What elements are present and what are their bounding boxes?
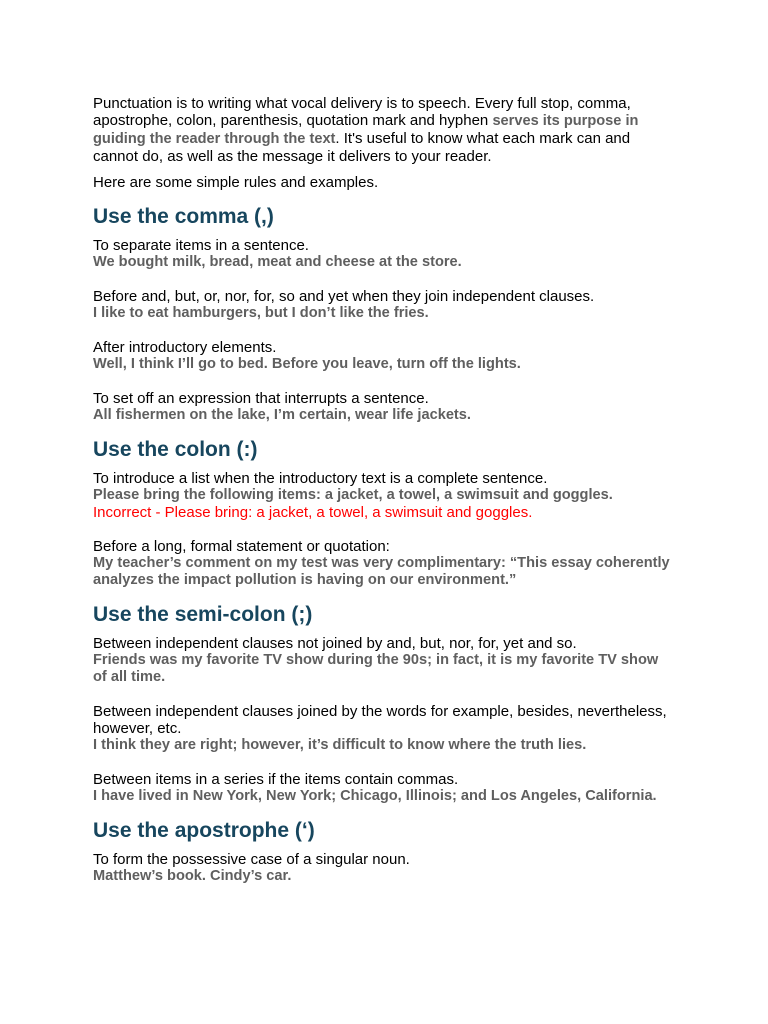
section-apostrophe [93, 819, 672, 885]
rule-item [93, 470, 672, 521]
rule-item [93, 538, 672, 589]
rule-text: To introduce a list when the introductory text is a complete sentence. [93, 470, 548, 487]
rule-incorrect-example: Incorrect - Please bring: a jacket, a towel, a swimsuit and goggles. [93, 504, 533, 521]
rule-example: My teacher’s comment on my test was very complimentary: “This essay coherently analyzes the impact pollution is having on our environment.” [93, 555, 670, 588]
rule-text: Before and, but, or, nor, for, so and yet when they join independent clauses. [93, 288, 595, 305]
rule-text: Between items in a series if the items contain commas. [93, 771, 459, 788]
rule-example: Matthew’s book. Cindy’s car. [93, 868, 292, 884]
heading-semicolon: Use the semi-colon (;) [93, 603, 313, 626]
rule-example: Friends was my favorite TV show during the 90s; in fact, it is my favorite TV show of all time. [93, 652, 659, 685]
rule-text: Before a long, formal statement or quotation: [93, 538, 390, 555]
rule-example: I have lived in New York, New York; Chicago, Illinois; and Los Angeles, California. [93, 788, 657, 804]
rule-text: After introductory elements. [93, 339, 277, 356]
intro-text-before: Punctuation is to writing what vocal delivery is to speech. Every full stop, comma, apostrophe, colon, parenthesis, quotation mark and hyphen [93, 95, 631, 129]
rule-example: Please bring the following items: a jacket, a towel, a swimsuit and goggles. [93, 487, 613, 503]
heading-comma: Use the comma (,) [93, 205, 274, 228]
section-colon [93, 438, 672, 589]
section-semicolon [93, 603, 672, 805]
rule-text: Between independent clauses not joined by and, but, nor, for, yet and so. [93, 635, 577, 652]
rule-example: All fishermen on the lake, I’m certain, wear life jackets. [93, 407, 471, 423]
rule-item [93, 771, 672, 805]
rule-item [93, 237, 672, 271]
rule-item [93, 851, 672, 885]
rule-item [93, 635, 672, 686]
heading-colon: Use the colon (:) [93, 438, 258, 461]
intro-highlight: serves its purpose in guiding the reader through the text [93, 113, 639, 147]
rule-item [93, 339, 672, 373]
intro-line2: Here are some simple rules and examples. [93, 174, 379, 191]
rule-item [93, 288, 672, 322]
rule-text: To form the possessive case of a singular noun. [93, 851, 410, 868]
rule-example: We bought milk, bread, meat and cheese at the store. [93, 254, 462, 270]
rule-example: I think they are right; however, it’s difficult to know where the truth lies. [93, 737, 587, 753]
rule-item [93, 703, 672, 754]
intro-text-after: . It's useful to know what each mark can and cannot do, as well as the message it delivers to your reader. [93, 130, 631, 165]
rule-text: Between independent clauses joined by the words for example, besides, nevertheless, however, etc. [93, 703, 667, 737]
rule-item [93, 390, 672, 424]
rule-example: Well, I think I’ll go to bed. Before you leave, turn off the lights. [93, 356, 521, 372]
rule-text: To separate items in a sentence. [93, 237, 309, 254]
heading-apostrophe: Use the apostrophe (‘) [93, 819, 315, 842]
intro-paragraph [93, 95, 672, 165]
rule-example: I like to eat hamburgers, but I don’t like the fries. [93, 305, 429, 321]
section-comma [93, 205, 672, 424]
rule-text: To set off an expression that interrupts a sentence. [93, 390, 429, 407]
